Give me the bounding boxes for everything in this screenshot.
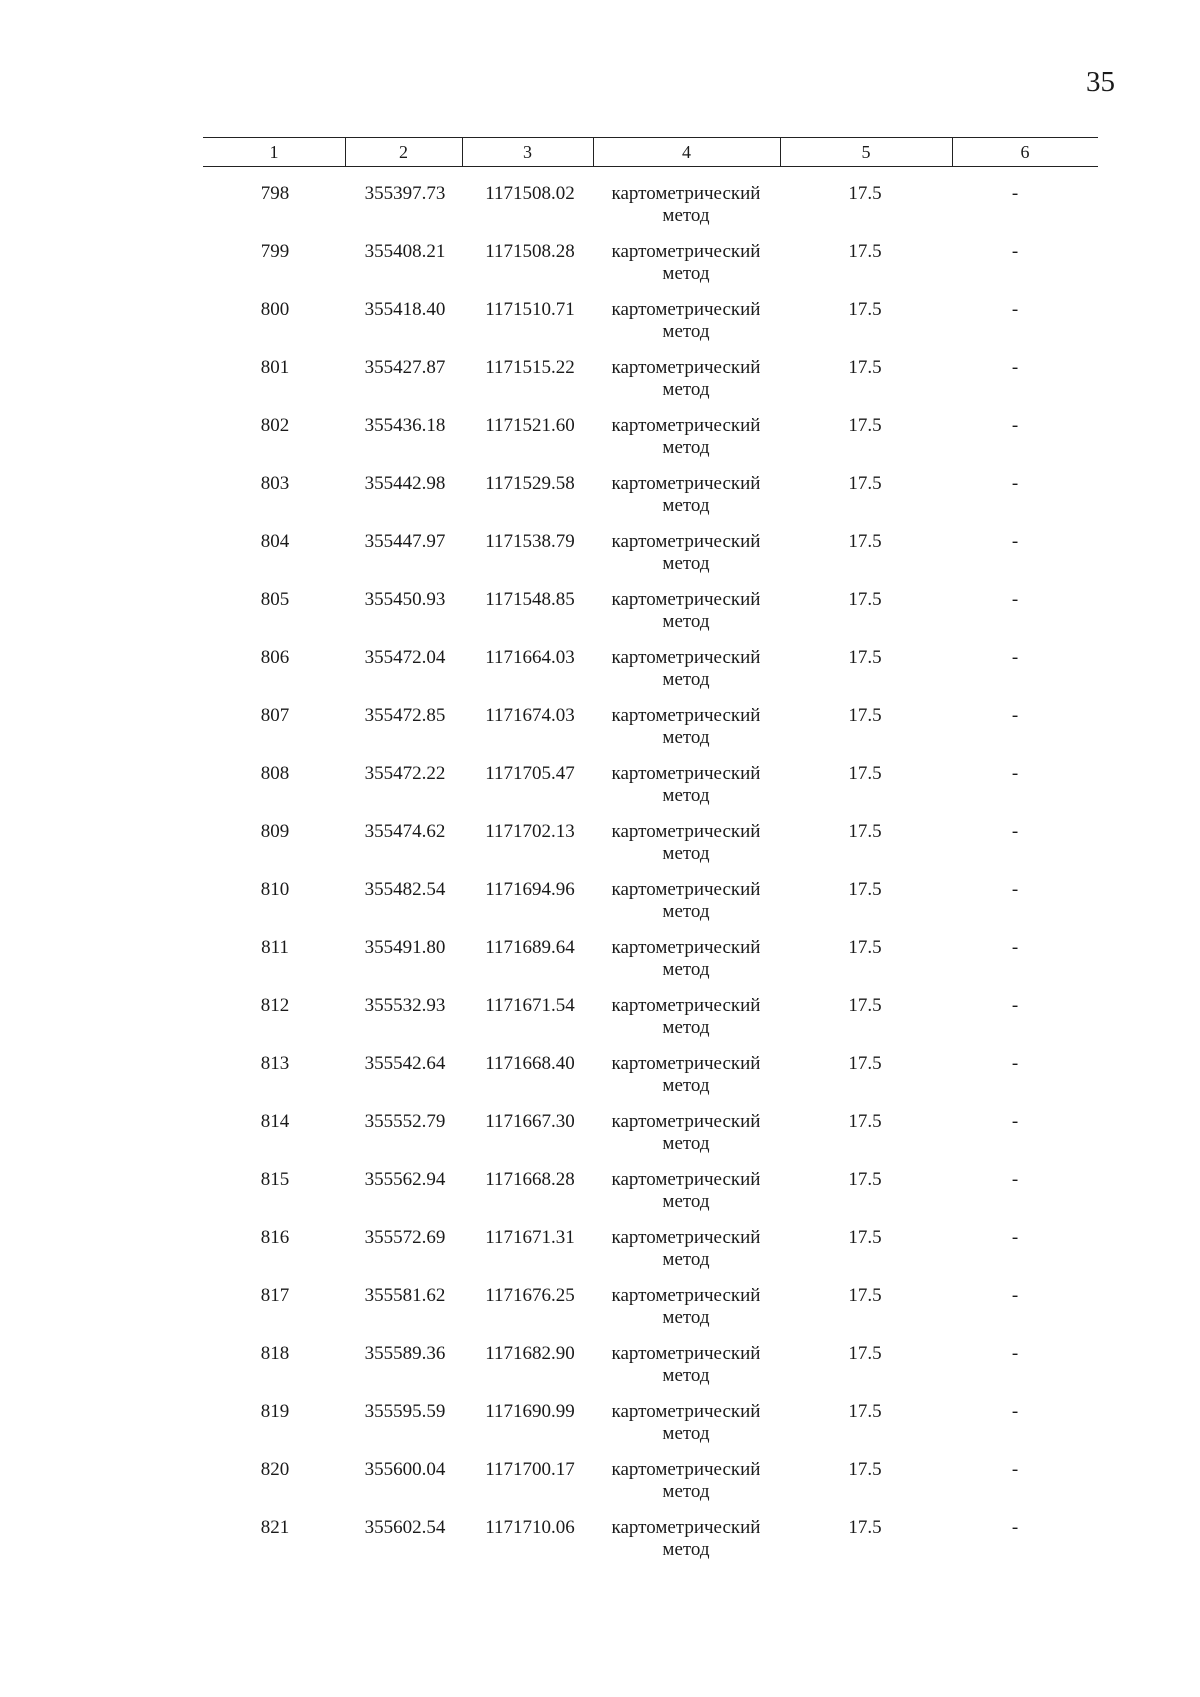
coord-y: 1171515.22 — [485, 357, 575, 378]
method-line-1: картометрический — [611, 299, 761, 320]
note: - — [1011, 1227, 1019, 1248]
accuracy: 17.5 — [848, 473, 882, 494]
coord-y: 1171705.47 — [485, 763, 575, 784]
header-col-3: 3 — [523, 142, 532, 162]
note: - — [1011, 1053, 1019, 1074]
coord-y: 1171690.99 — [485, 1401, 575, 1422]
coord-x: 355427.87 — [364, 357, 446, 378]
point-number: 802 — [260, 415, 290, 436]
method-line-2: метод — [662, 959, 710, 980]
method-line-2: метод — [662, 263, 710, 284]
note: - — [1011, 299, 1019, 320]
point-number: 820 — [260, 1459, 290, 1480]
coord-x: 355600.04 — [364, 1459, 446, 1480]
method-line-2: метод — [662, 321, 710, 342]
table-row — [0, 1285, 1200, 1343]
coord-x: 355482.54 — [364, 879, 446, 900]
point-number: 813 — [260, 1053, 290, 1074]
table-row — [0, 1227, 1200, 1285]
note: - — [1011, 647, 1019, 668]
method — [590, 1053, 782, 1097]
page-number: 35 — [1086, 66, 1115, 98]
coord-x: 355491.80 — [364, 937, 446, 958]
method-line-2: метод — [662, 1365, 710, 1386]
accuracy: 17.5 — [848, 1343, 882, 1364]
table-row — [0, 647, 1200, 705]
method-line-1: картометрический — [611, 1517, 761, 1538]
accuracy: 17.5 — [848, 415, 882, 436]
accuracy: 17.5 — [848, 1459, 882, 1480]
method-line-1: картометрический — [611, 763, 761, 784]
method — [590, 647, 782, 691]
accuracy: 17.5 — [848, 183, 882, 204]
method-line-1: картометрический — [611, 1111, 761, 1132]
method — [590, 1401, 782, 1445]
point-number: 801 — [260, 357, 290, 378]
note: - — [1011, 1343, 1019, 1364]
method-line-2: метод — [662, 785, 710, 806]
accuracy: 17.5 — [848, 647, 882, 668]
point-number: 800 — [260, 299, 290, 320]
method-line-1: картометрический — [611, 1169, 761, 1190]
method — [590, 589, 782, 633]
note: - — [1011, 241, 1019, 262]
coord-y: 1171689.64 — [485, 937, 575, 958]
method-line-2: метод — [662, 727, 710, 748]
method-line-1: картометрический — [611, 1401, 761, 1422]
method-line-1: картометрический — [611, 241, 761, 262]
method-line-1: картометрический — [611, 821, 761, 842]
point-number: 805 — [260, 589, 290, 610]
coord-x: 355408.21 — [364, 241, 446, 262]
coord-y: 1171671.54 — [485, 995, 575, 1016]
method-line-2: метод — [662, 1191, 710, 1212]
table-row — [0, 183, 1200, 241]
method — [590, 705, 782, 749]
table-row — [0, 705, 1200, 763]
coord-x: 355436.18 — [364, 415, 446, 436]
table-row — [0, 531, 1200, 589]
accuracy: 17.5 — [848, 937, 882, 958]
table-row — [0, 357, 1200, 415]
coord-x: 355418.40 — [364, 299, 446, 320]
method — [590, 1285, 782, 1329]
method-line-2: метод — [662, 1133, 710, 1154]
method-line-2: метод — [662, 553, 710, 574]
method — [590, 1459, 782, 1503]
method — [590, 1227, 782, 1271]
method — [590, 821, 782, 865]
coord-x: 355474.62 — [364, 821, 446, 842]
header-col-1: 1 — [269, 142, 279, 162]
point-number: 809 — [260, 821, 290, 842]
method-line-1: картометрический — [611, 995, 761, 1016]
table-row — [0, 937, 1200, 995]
method-line-2: метод — [662, 1075, 710, 1096]
method — [590, 937, 782, 981]
point-number: 814 — [260, 1111, 290, 1132]
method-line-1: картометрический — [611, 183, 761, 204]
coord-y: 1171676.25 — [485, 1285, 575, 1306]
method-line-1: картометрический — [611, 531, 761, 552]
header-col-5: 5 — [861, 142, 871, 162]
note: - — [1011, 995, 1019, 1016]
method — [590, 357, 782, 401]
coord-y: 1171694.96 — [485, 879, 575, 900]
note: - — [1011, 1285, 1019, 1306]
method-line-2: метод — [662, 1249, 710, 1270]
note: - — [1011, 357, 1019, 378]
accuracy: 17.5 — [848, 1169, 882, 1190]
coord-y: 1171529.58 — [485, 473, 575, 494]
table-row — [0, 1111, 1200, 1169]
method — [590, 473, 782, 517]
method-line-1: картометрический — [611, 937, 761, 958]
method-line-1: картометрический — [611, 473, 761, 494]
coord-x: 355542.64 — [364, 1053, 446, 1074]
method-line-1: картометрический — [611, 589, 761, 610]
coord-y: 1171548.85 — [485, 589, 575, 610]
coord-x: 355472.04 — [364, 647, 446, 668]
table-row — [0, 1343, 1200, 1401]
method-line-1: картометрический — [611, 647, 761, 668]
coord-y: 1171538.79 — [485, 531, 575, 552]
method-line-2: метод — [662, 1423, 710, 1444]
coord-x: 355447.97 — [364, 531, 446, 552]
note: - — [1011, 763, 1019, 784]
point-number: 806 — [260, 647, 290, 668]
point-number: 810 — [260, 879, 290, 900]
coord-y: 1171508.28 — [485, 241, 575, 262]
method-line-2: метод — [662, 1539, 710, 1560]
note: - — [1011, 1459, 1019, 1480]
method-line-2: метод — [662, 901, 710, 922]
coord-y: 1171682.90 — [485, 1343, 575, 1364]
accuracy: 17.5 — [848, 1111, 882, 1132]
accuracy: 17.5 — [848, 1227, 882, 1248]
method-line-2: метод — [662, 1307, 710, 1328]
method-line-2: метод — [662, 205, 710, 226]
accuracy: 17.5 — [848, 763, 882, 784]
method — [590, 879, 782, 923]
coord-x: 355450.93 — [364, 589, 446, 610]
method-line-2: метод — [662, 437, 710, 458]
method-line-1: картометрический — [611, 1227, 761, 1248]
table-row — [0, 589, 1200, 647]
coord-y: 1171521.60 — [485, 415, 575, 436]
method-line-1: картометрический — [611, 1285, 761, 1306]
table-row — [0, 879, 1200, 937]
method-line-2: метод — [662, 1017, 710, 1038]
note: - — [1011, 531, 1019, 552]
method — [590, 1169, 782, 1213]
coord-x: 355472.22 — [364, 763, 446, 784]
note: - — [1011, 183, 1019, 204]
point-number: 803 — [260, 473, 290, 494]
note: - — [1011, 937, 1019, 958]
method-line-1: картометрический — [611, 415, 761, 436]
accuracy: 17.5 — [848, 299, 882, 320]
table-row — [0, 763, 1200, 821]
table-row — [0, 1401, 1200, 1459]
method — [590, 1111, 782, 1155]
accuracy: 17.5 — [848, 995, 882, 1016]
method — [590, 531, 782, 575]
point-number: 798 — [260, 183, 290, 204]
coord-y: 1171510.71 — [485, 299, 575, 320]
method-line-2: метод — [662, 611, 710, 632]
coord-y: 1171700.17 — [485, 1459, 575, 1480]
table-row — [0, 821, 1200, 879]
note: - — [1011, 1169, 1019, 1190]
method — [590, 1343, 782, 1387]
coord-y: 1171702.13 — [485, 821, 575, 842]
point-number: 807 — [260, 705, 290, 726]
point-number: 821 — [260, 1517, 290, 1538]
method-line-2: метод — [662, 379, 710, 400]
point-number: 811 — [261, 937, 289, 958]
note: - — [1011, 879, 1019, 900]
coord-x: 355572.69 — [364, 1227, 446, 1248]
method — [590, 183, 782, 227]
note: - — [1011, 473, 1019, 494]
point-number: 819 — [260, 1401, 290, 1422]
note: - — [1011, 705, 1019, 726]
table-row — [0, 1169, 1200, 1227]
coord-x: 355552.79 — [364, 1111, 446, 1132]
note: - — [1011, 1517, 1019, 1538]
accuracy: 17.5 — [848, 1285, 882, 1306]
note: - — [1011, 1401, 1019, 1422]
method-line-2: метод — [662, 495, 710, 516]
method-line-1: картометрический — [611, 357, 761, 378]
accuracy: 17.5 — [848, 589, 882, 610]
coord-x: 355602.54 — [364, 1517, 446, 1538]
table-row — [0, 1517, 1200, 1575]
table-row — [0, 1053, 1200, 1111]
header-col-2: 2 — [399, 142, 408, 162]
accuracy: 17.5 — [848, 705, 882, 726]
point-number: 799 — [260, 241, 290, 262]
coord-x: 355595.59 — [364, 1401, 446, 1422]
table-row — [0, 1459, 1200, 1517]
coord-x: 355442.98 — [364, 473, 446, 494]
method-line-1: картометрический — [611, 1343, 761, 1364]
method-line-2: метод — [662, 669, 710, 690]
coord-y: 1171508.02 — [485, 183, 575, 204]
accuracy: 17.5 — [848, 241, 882, 262]
note: - — [1011, 415, 1019, 436]
point-number: 817 — [260, 1285, 290, 1306]
coord-y: 1171674.03 — [485, 705, 575, 726]
method-line-2: метод — [662, 1481, 710, 1502]
method — [590, 763, 782, 807]
method — [590, 241, 782, 285]
accuracy: 17.5 — [848, 1401, 882, 1422]
method-line-1: картометрический — [611, 1459, 761, 1480]
accuracy: 17.5 — [848, 531, 882, 552]
header-col-6: 6 — [1020, 142, 1030, 162]
method-line-1: картометрический — [611, 705, 761, 726]
table-header — [203, 137, 1098, 167]
table-row — [0, 415, 1200, 473]
note: - — [1011, 589, 1019, 610]
coord-y: 1171668.28 — [485, 1169, 575, 1190]
table-row — [0, 473, 1200, 531]
point-number: 818 — [260, 1343, 290, 1364]
coord-y: 1171664.03 — [485, 647, 575, 668]
point-number: 816 — [260, 1227, 290, 1248]
coord-x: 355472.85 — [364, 705, 446, 726]
method — [590, 415, 782, 459]
coord-x: 355589.36 — [364, 1343, 446, 1364]
method — [590, 1517, 782, 1561]
table-row — [0, 995, 1200, 1053]
coord-y: 1171668.40 — [485, 1053, 575, 1074]
coord-x: 355562.94 — [364, 1169, 446, 1190]
method — [590, 995, 782, 1039]
accuracy: 17.5 — [848, 879, 882, 900]
method-line-1: картометрический — [611, 1053, 761, 1074]
accuracy: 17.5 — [848, 1517, 882, 1538]
method-line-2: метод — [662, 843, 710, 864]
coord-y: 1171667.30 — [485, 1111, 575, 1132]
table-row — [0, 299, 1200, 357]
method — [590, 299, 782, 343]
point-number: 812 — [260, 995, 290, 1016]
coord-x: 355397.73 — [364, 183, 446, 204]
point-number: 804 — [260, 531, 290, 552]
table-row — [0, 241, 1200, 299]
point-number: 808 — [260, 763, 290, 784]
accuracy: 17.5 — [848, 821, 882, 842]
method-line-1: картометрический — [611, 879, 761, 900]
coord-x: 355581.62 — [364, 1285, 446, 1306]
accuracy: 17.5 — [848, 357, 882, 378]
note: - — [1011, 821, 1019, 842]
point-number: 815 — [260, 1169, 290, 1190]
coord-y: 1171671.31 — [485, 1227, 575, 1248]
note: - — [1011, 1111, 1019, 1132]
coord-x: 355532.93 — [364, 995, 446, 1016]
accuracy: 17.5 — [848, 1053, 882, 1074]
coord-y: 1171710.06 — [485, 1517, 575, 1538]
header-col-4: 4 — [682, 142, 691, 162]
